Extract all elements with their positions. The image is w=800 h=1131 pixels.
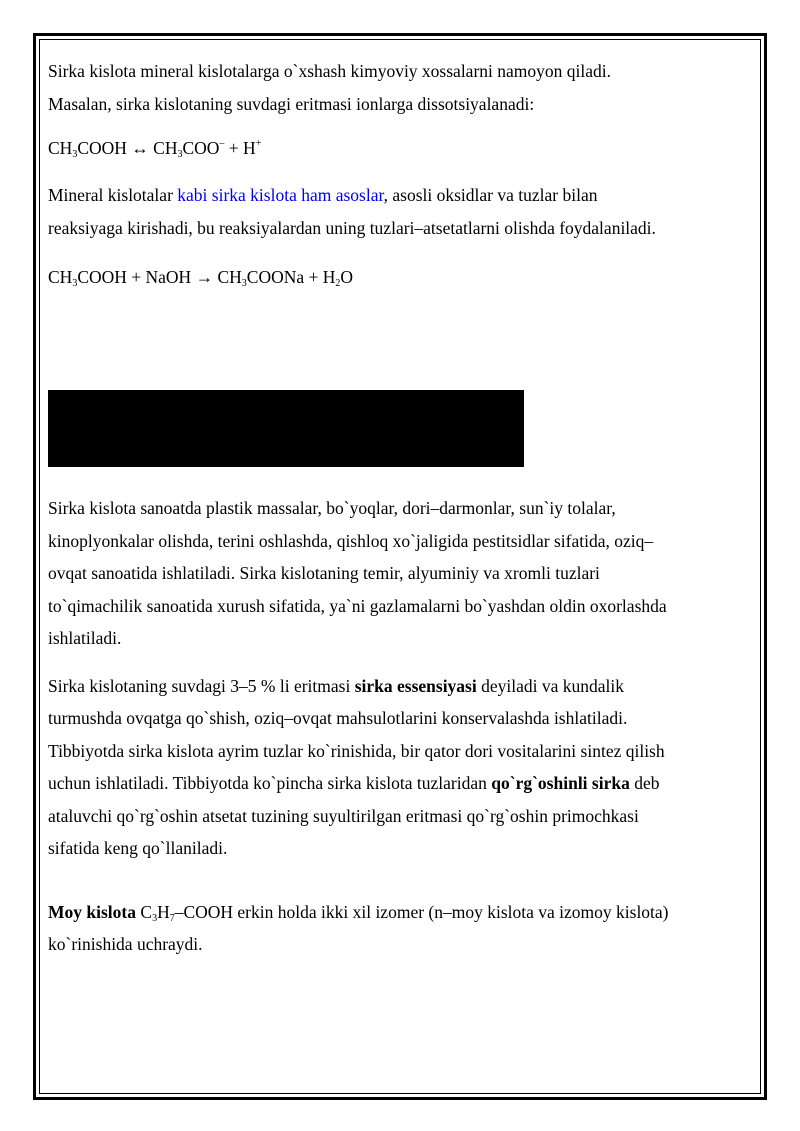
paragraph-essence: Sirka kislotaning suvdagi 3–5 % li eritmasi sirka essensiyasi deyiladi va kundalik turmushda ovqatga qo`shish, oziq–ovqat mahsulotlarini konservalashda ishlatiladi. Tibbiyotda sirka kislota ayrim tuzlar ko`rinishida, bir qator dori vositalarini sintez qilish uchun ishlatiladi. Tibbiyotda ko`pincha sirka kislota tuzlaridan qo`rg`oshinli sirka deb ataluvchi qo`rg`oshin atsetat tuzining suyultirilgan eritmasi qo`rg`oshin primochkasi sifatida keng qo`llaniladi.: [48, 675, 665, 858]
text-line: Masalan, sirka kislotaning suvdagi eritmasi ionlarga dissotsiyalanadi:: [48, 93, 535, 114]
text-line: Sirka kislota mineral kislotalarga o`xshash kimyoviy xossalarni namoyon qiladi.: [48, 61, 611, 81]
document-body-lower: [48, 492, 728, 961]
text-line: reaksiyaga kirishadi, bu reaksiyalardan uning tuzlari–atsetatlarni olishda foydalaniladi.: [48, 217, 656, 238]
paragraph-butyric: Moy kislota C3H7–COOH erkin holda ikki xil izomer (n–moy kislota va izomoy kislota) ko`rinishida uchraydi.: [48, 901, 669, 954]
term-moy-kislota: Moy kislota: [48, 901, 136, 922]
redacted-block: [48, 390, 524, 467]
term-sirka-essensiyasi: sirka essensiyasi: [354, 675, 477, 696]
paragraph-uses: Sirka kislota sanoatda plastik massalar, bo`yoqlar, dori–darmonlar, sun`iy tolalar, kinoplyonkalar olishda, terini oshlashda, qishloq xo`jaligida pestitsidlar sifatida, oziq– ovqat sanoatida ishlatiladi. Sirka kislotaning temir, alyuminiy va xromli tuzlari to`qimachilik sanoatida xurush sifatida, ya`ni gazlamalarni bo`yashdan oldin oxorlashda ishlatiladi.: [48, 498, 667, 648]
paragraph-intro: [48, 55, 728, 120]
paragraph-reactions: Mineral kislotalar kabi sirka kislota ham asoslar, asosli oksidlar va tuzlar bilan reaksiyaga kirishadi, bu reaksiyalardan uning tuzlari–atsetatlarni olishda foydalaniladi.: [48, 185, 656, 238]
equation-dissociation: $CH_3COOH$ ↔ $CH_3COO^- + H^+$: [48, 138, 262, 160]
document-body: [48, 55, 728, 293]
equation-neutralization: $CH_3COOH$ + NaOH → $CH_3COONa + H_2O$: [48, 267, 354, 289]
link-kabi-sirka[interactable]: kabi sirka kislota ham asoslar: [177, 185, 384, 205]
term-qorgoshinli-sirka: qo`rg`oshinli sirka: [491, 773, 630, 793]
